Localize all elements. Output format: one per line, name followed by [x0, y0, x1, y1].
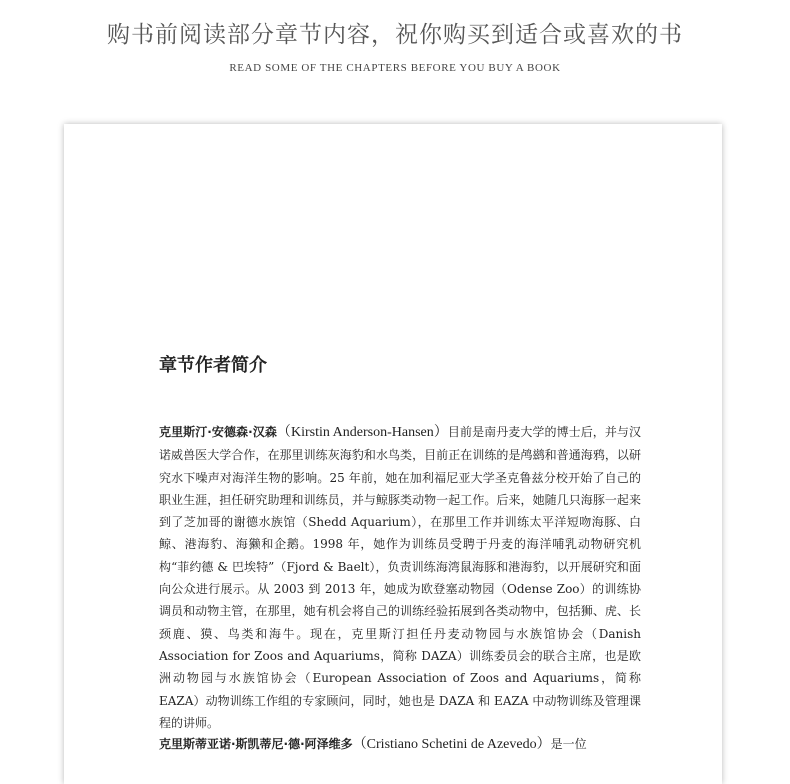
author-bio: [159, 733, 641, 756]
section-title: 章节作者简介: [159, 355, 267, 376]
author-bio-text: 是一位: [550, 737, 587, 751]
author-name: 克里斯蒂亚诺·斯凯蒂尼·德·阿泽维多: [159, 737, 353, 751]
header-title: 购书前阅读部分章节内容，祝你购买到适合或喜欢的书: [107, 22, 683, 48]
author-bio-text: 目前是南丹麦大学的博士后，并与汉诺威兽医大学合作，在那里训练灰海豹和水鸟类，目前正在训练的是鸬鹚和普通海鸦，以研究水下噪声对海洋生物的影响。25 年前，她在加利福尼亚大学圣克鲁兹分校开始了自己的职业生涯，担任研究助理和训练员，并与鲸豚类动物一起工作。后来，她随几只海豚一起来到了芝加哥的谢德水族馆（Shedd Aquarium），在那里工作并训练太平洋短吻海豚、白鲸、港海豹、海獭和企鹅。1998 年，她作为训练员受聘于丹麦的海洋哺乳动物研究机构“菲约德 & 巴埃特”（Fjord & Baelt），负责训练海湾鼠海豚和港海豹，以开展研究和面向公众进行展示。从 2003 到 2013 年，她成为欧登塞动物园（Odense Zoo）的训练协调员和动物主管，在那里，她有机会将自己的训练经验拓展到各类动物中，包括狮、虎、长颈鹿、獏、鸟类和海牛。现在，克里斯汀担任丹麦动物园与水族馆协会（Danish Association for Zoos and Aquariums，简称 DAZA）训练委员会的联合主席，也是欧洲动物园与水族馆协会（European Association of Zoos and Aquariums，简称 EAZA）动物训练工作组的专家顾问，同时，她也是 DAZA 和 EAZA 中动物训练及管理课程的讲师。: [159, 425, 642, 730]
author-latin-name: （Kirstin Anderson-Hansen）: [276, 425, 448, 440]
author-bio: [159, 421, 641, 734]
author-name: 克里斯汀·安德森·汉森: [159, 425, 277, 439]
author-latin-name: （Cristiano Schetini de Azevedo）: [352, 737, 551, 752]
page-header: [0, 0, 790, 110]
book-page[interactable]: [64, 124, 722, 784]
header-subtitle: READ SOME OF THE CHAPTERS BEFORE YOU BUY A BOOK: [229, 62, 561, 74]
